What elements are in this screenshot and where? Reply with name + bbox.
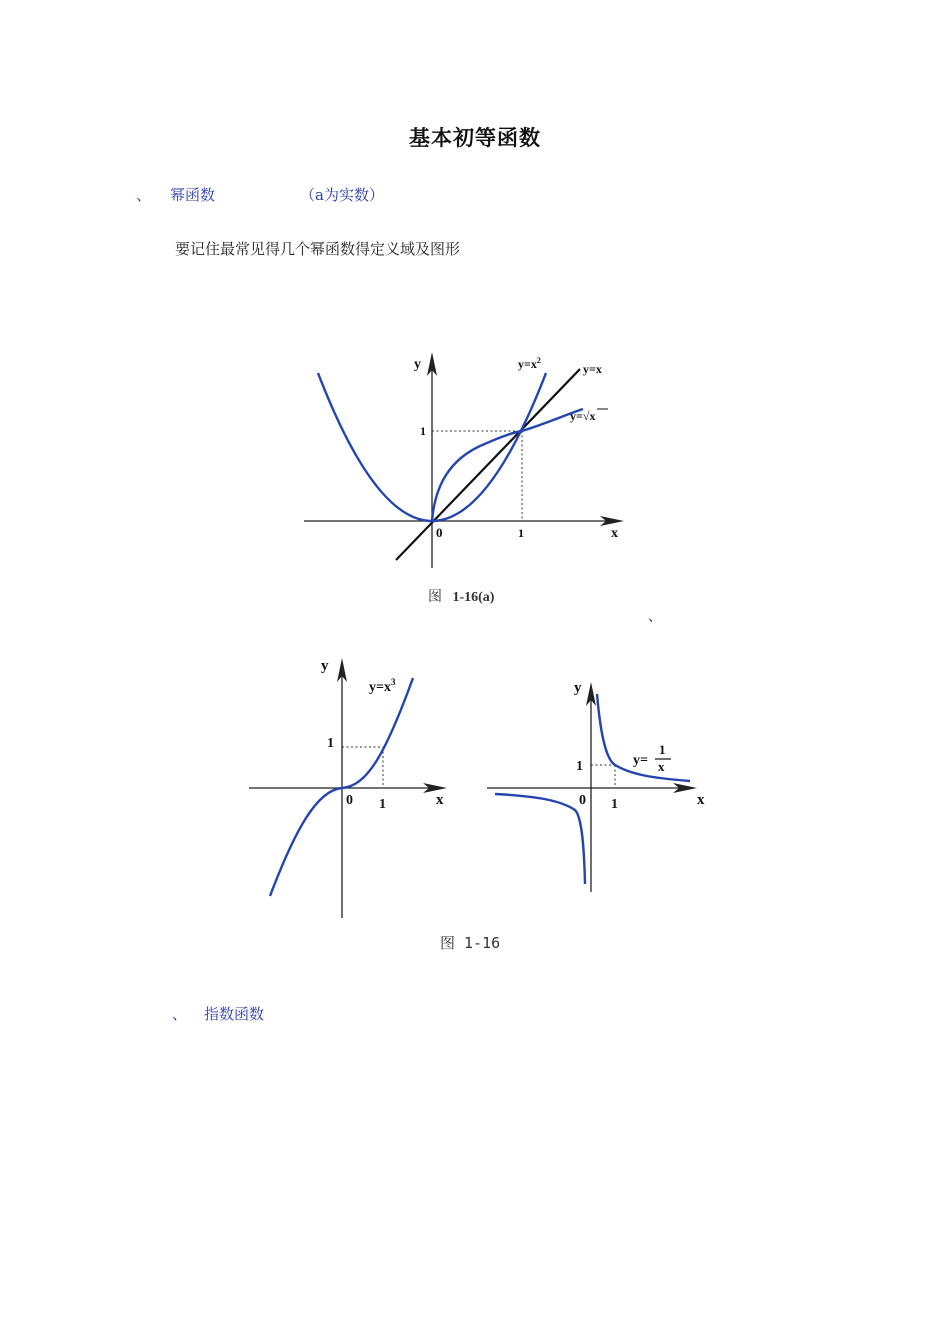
origin-label: 0 (346, 793, 353, 808)
y-axis-label: y (574, 680, 582, 696)
section1-paragraph: 要记住最常见得几个幂函数得定义域及图形 (175, 240, 461, 258)
label-identity: y=x (583, 362, 602, 376)
figure-b-caption: 图 1-16 (440, 934, 501, 952)
curve-y-equals-sqrt-x (432, 409, 583, 521)
stray-mark: 、 (648, 609, 662, 625)
tick-x1-label: 1 (518, 526, 524, 540)
label-reciprocal-prefix: y= (633, 753, 648, 768)
label-sqrt: y=√x (570, 409, 596, 423)
section2-heading: 指数函数 (204, 1005, 265, 1023)
y-axis-label: y (321, 658, 329, 674)
label-x-squared: $y=x^2$ (518, 356, 541, 371)
x-axis-label: x (436, 792, 444, 808)
page-title: 基本初等函数 (409, 125, 541, 150)
x-axis-label: x (611, 526, 618, 541)
line-y-equals-x (396, 369, 580, 560)
label-reciprocal-numerator: 1 (659, 742, 666, 757)
origin-label: 0 (436, 525, 443, 540)
figure-reciprocal-function (485, 670, 710, 900)
tick-x1-label: 1 (379, 797, 386, 812)
label-reciprocal-denominator: x (658, 759, 665, 774)
tick-y1-label: 1 (420, 424, 426, 438)
figure-a-caption-id: 1-16(a) (452, 590, 495, 605)
x-axis-label: x (697, 792, 705, 808)
figure-power-functions (290, 340, 650, 580)
section1-heading: 幂函数 (170, 186, 216, 204)
section2-bullet: 、 (172, 1005, 188, 1023)
tick-x1-label: 1 (611, 797, 618, 812)
tick-y1-label: 1 (576, 759, 583, 774)
figure-cube-function (245, 650, 465, 920)
origin-label: 0 (579, 793, 586, 808)
figure-a-caption (428, 586, 494, 606)
section1-bullet: 、 (136, 186, 152, 204)
label-x-cubed: $y=x^3$ (369, 677, 396, 695)
y-axis-label: y (414, 357, 421, 372)
section1-note: （a为实数） (300, 186, 384, 204)
figure-a-caption-prefix: 图 (428, 589, 442, 605)
tick-y1-label: 1 (327, 736, 334, 751)
curve-reciprocal-negative (495, 794, 585, 884)
